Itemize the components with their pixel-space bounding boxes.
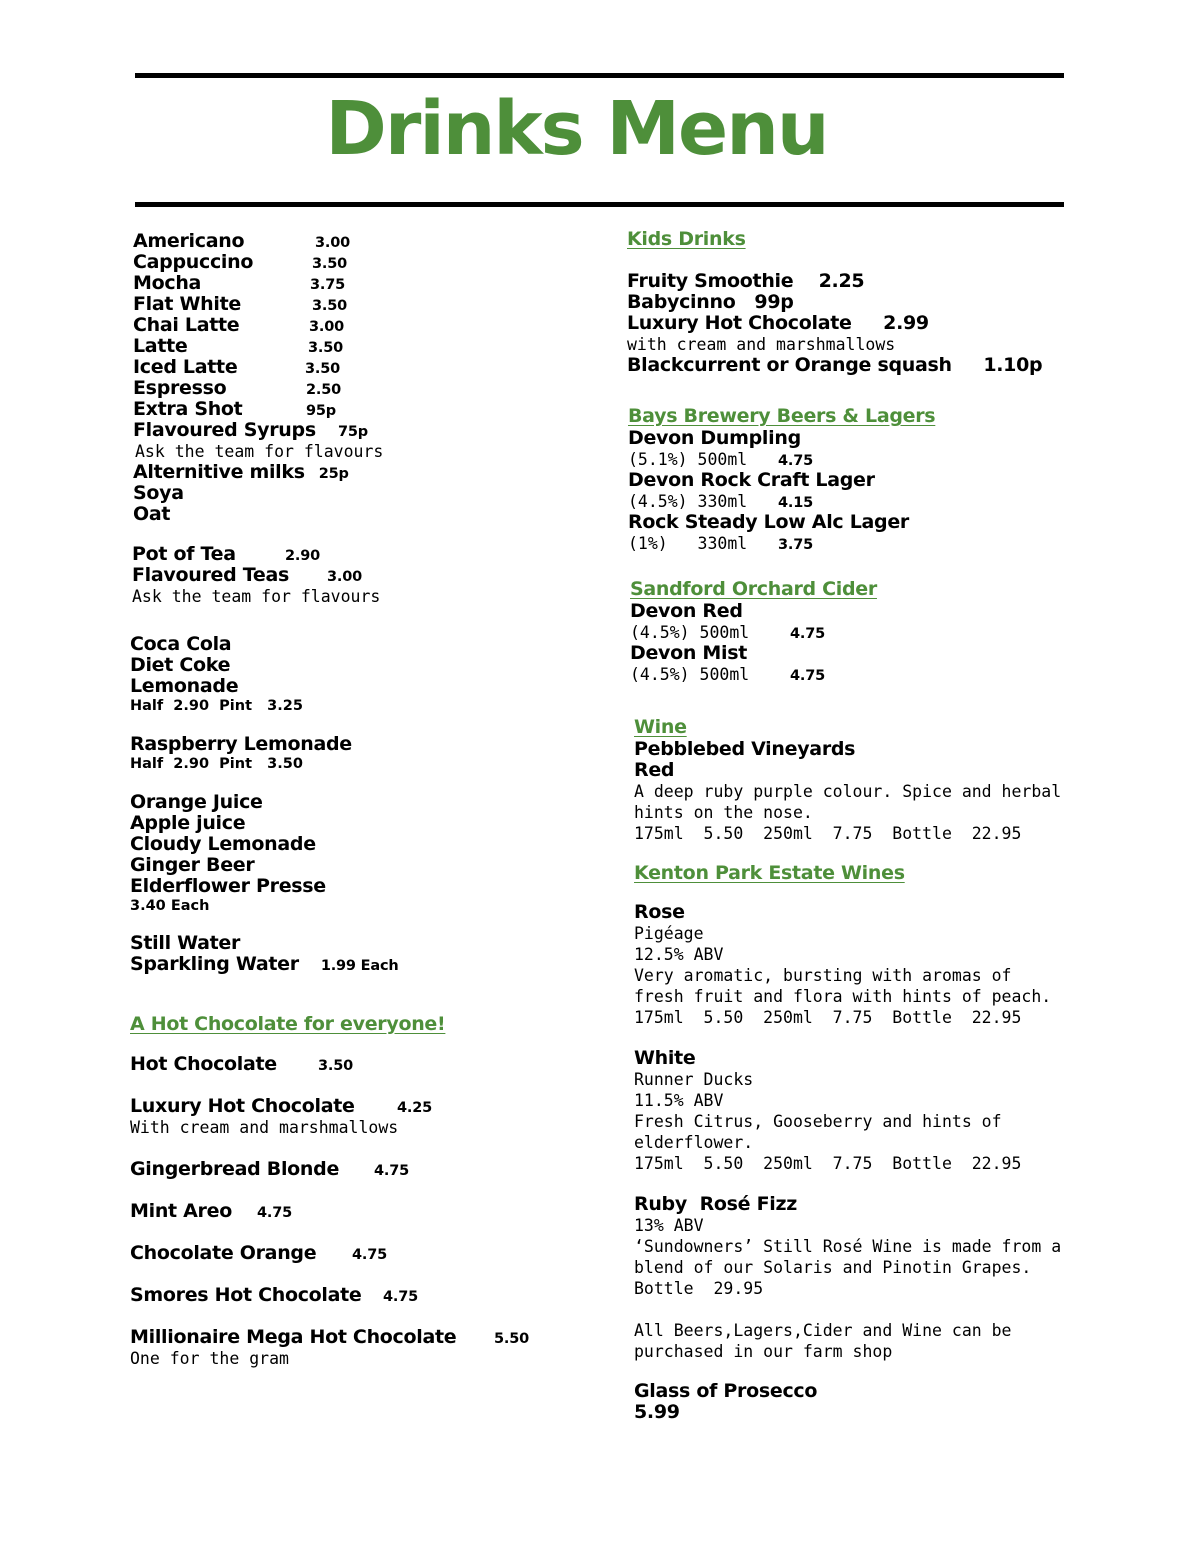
prosecco-name: Glass of Prosecco bbox=[634, 1380, 818, 1402]
menu-item-row bbox=[130, 1243, 570, 1264]
menu-item bbox=[130, 1159, 570, 1180]
item-name: Alternitive milks bbox=[133, 461, 305, 483]
item-name: Americano bbox=[133, 230, 245, 252]
menu-item: Elderflower Presse bbox=[130, 875, 326, 897]
item-name: Espresso bbox=[133, 377, 227, 399]
cider-abv-size: (4.5%) 500ml bbox=[630, 623, 750, 642]
juices-price: 3.40 Each bbox=[130, 898, 210, 914]
menu-item-row bbox=[130, 1201, 570, 1222]
detail-line: Fresh Citrus, Gooseberry and hints of bbox=[634, 1112, 1002, 1131]
item-price: 2.90 bbox=[285, 548, 320, 564]
item-note: with cream and marshmallows bbox=[627, 335, 896, 354]
menu-item: Coca Cola bbox=[130, 633, 232, 655]
menu-item: Still Water bbox=[130, 932, 241, 954]
beer-detail bbox=[628, 491, 1148, 512]
menu-item: Diet Coke bbox=[130, 654, 231, 676]
cider-detail bbox=[630, 622, 1150, 643]
cider-section bbox=[630, 577, 1150, 685]
item-price: 1.99 Each bbox=[320, 958, 399, 974]
menu-item bbox=[133, 294, 573, 315]
item-name: Latte bbox=[133, 335, 188, 357]
item-price: 5.50 bbox=[494, 1331, 529, 1347]
item-price: 4.25 bbox=[397, 1100, 432, 1116]
water-block bbox=[130, 933, 570, 975]
item-note: One for the gram bbox=[130, 1349, 289, 1368]
detail-line: 175ml 5.50 250ml 7.75 Bottle 22.95 bbox=[634, 1154, 1022, 1173]
detail-line: fresh fruit and flora with hints of peach. bbox=[634, 987, 1052, 1006]
item-name: Flat White bbox=[133, 293, 241, 315]
wine-description: A deep ruby purple colour. Spice and herbal bbox=[634, 782, 1062, 801]
menu-item bbox=[130, 1201, 570, 1222]
cider-price: 4.75 bbox=[790, 626, 825, 642]
menu-item-row bbox=[130, 1327, 570, 1348]
juices-block bbox=[130, 792, 570, 915]
detail-line: Bottle 29.95 bbox=[634, 1279, 764, 1298]
item-price: 3.00 bbox=[315, 235, 350, 251]
item-price: 3.50 bbox=[305, 361, 340, 377]
menu-item bbox=[133, 315, 573, 336]
menu-item: Blackcurrent or Orange squash 1.10p bbox=[627, 354, 1043, 376]
item-name: Chai Latte bbox=[133, 314, 240, 336]
wine-name: White bbox=[634, 1047, 696, 1069]
item-name: Extra Shot bbox=[133, 398, 243, 420]
coffee-list bbox=[133, 231, 573, 441]
syrup-note: Ask the team for flavours bbox=[135, 442, 384, 461]
item-price: 75p bbox=[338, 424, 368, 440]
section-heading: Kids Drinks bbox=[627, 228, 746, 250]
page-title: Drinks Menu bbox=[325, 86, 828, 172]
item-price: 25p bbox=[318, 466, 349, 482]
beer-price: 3.75 bbox=[778, 537, 813, 553]
item-name: Sparkling Water bbox=[130, 953, 299, 975]
item-note: With cream and marshmallows bbox=[130, 1118, 399, 1137]
detail-line: All Beers,Lagers,Cider and Wine can be bbox=[634, 1321, 1012, 1340]
menu-item bbox=[130, 1054, 570, 1075]
item-price: 3.50 bbox=[318, 1058, 353, 1074]
wine-name: Ruby Rosé Fizz bbox=[634, 1193, 797, 1215]
top-rule bbox=[135, 73, 1064, 78]
menu-item: Orange Juice bbox=[130, 791, 263, 813]
menu-item bbox=[130, 1285, 570, 1306]
wine-name: Pebblebed Vineyards bbox=[634, 738, 856, 760]
menu-item: Raspberry Lemonade bbox=[130, 733, 352, 755]
menu-item bbox=[130, 1096, 570, 1138]
detail-line: ‘Sundowners’ Still Rosé Wine is made from a bbox=[634, 1237, 1062, 1256]
detail-line: 13% ABV bbox=[634, 1216, 704, 1235]
item-price: 3.00 bbox=[327, 569, 362, 585]
item-name: Flavoured Teas bbox=[132, 564, 290, 586]
soft-drinks-block bbox=[130, 634, 570, 715]
detail-line: Pigéage bbox=[634, 924, 704, 943]
rose-details bbox=[634, 923, 1154, 1028]
item-name: Mocha bbox=[133, 272, 202, 294]
cider-abv-size: (4.5%) 500ml bbox=[630, 665, 750, 684]
menu-item: Cloudy Lemonade bbox=[130, 833, 316, 855]
wine-price: 175ml 5.50 250ml 7.75 Bottle 22.95 bbox=[634, 824, 1022, 843]
item-name: Pot of Tea bbox=[132, 543, 236, 565]
tea-note: Ask the team for flavours bbox=[132, 587, 381, 606]
section-heading: Bays Brewery Beers & Lagers bbox=[628, 405, 936, 427]
item-price: 4.75 bbox=[257, 1205, 292, 1221]
bottom-rule bbox=[135, 202, 1064, 207]
menu-item: Babycinno 99p bbox=[627, 291, 794, 313]
item-name: Millionaire Mega Hot Chocolate bbox=[130, 1326, 457, 1348]
menu-item bbox=[133, 231, 573, 252]
soft-drinks-price: Half 2.90 Pint 3.25 bbox=[130, 698, 303, 714]
beer-name: Rock Steady Low Alc Lager bbox=[628, 511, 909, 533]
item-price: 3.75 bbox=[310, 277, 345, 293]
item-name: Gingerbread Blonde bbox=[130, 1158, 340, 1180]
cider-list bbox=[630, 601, 1150, 685]
prosecco-price: 5.99 bbox=[634, 1401, 680, 1423]
beers-section bbox=[628, 404, 1148, 554]
beer-name: Devon Dumpling bbox=[628, 427, 801, 449]
menu-item: Apple juice bbox=[130, 812, 246, 834]
menu-item-row bbox=[130, 1159, 570, 1180]
item-price: 4.75 bbox=[383, 1289, 418, 1305]
menu-item bbox=[130, 954, 570, 975]
item-price: 2.50 bbox=[306, 382, 341, 398]
item-price: 3.50 bbox=[308, 340, 343, 356]
menu-item bbox=[132, 565, 572, 586]
item-name: Chocolate Orange bbox=[130, 1242, 317, 1264]
item-name: Cappuccino bbox=[133, 251, 254, 273]
section-heading: A Hot Chocolate for everyone! bbox=[130, 1013, 446, 1035]
item-name: Flavoured Syrups bbox=[133, 419, 316, 441]
milk-option: Oat bbox=[133, 503, 171, 525]
wine-section bbox=[634, 715, 1154, 844]
menu-item: Ginger Beer bbox=[130, 854, 255, 876]
cider-price: 4.75 bbox=[790, 668, 825, 684]
wine-description: hints on the nose. bbox=[634, 803, 813, 822]
menu-item bbox=[133, 399, 573, 420]
menu-item bbox=[130, 1327, 570, 1369]
left-column bbox=[133, 231, 573, 525]
menu-item bbox=[133, 273, 573, 294]
menu-item: Luxury Hot Chocolate 2.99 bbox=[627, 312, 929, 334]
beer-abv-size: (4.5%) 330ml bbox=[628, 492, 748, 511]
beer-list bbox=[628, 428, 1148, 554]
menu-item bbox=[133, 336, 573, 357]
menu-item bbox=[133, 252, 573, 273]
item-name: Smores Hot Chocolate bbox=[130, 1284, 362, 1306]
fizz-details bbox=[634, 1215, 1154, 1299]
beer-abv-size: (1%) 330ml bbox=[628, 534, 748, 553]
detail-line: elderflower. bbox=[634, 1133, 754, 1152]
item-price: 4.75 bbox=[374, 1163, 409, 1179]
item-price: 95p bbox=[306, 403, 336, 419]
item-price: 3.50 bbox=[312, 256, 347, 272]
detail-line: 175ml 5.50 250ml 7.75 Bottle 22.95 bbox=[634, 1008, 1022, 1027]
cider-detail bbox=[630, 664, 1150, 685]
beer-price: 4.15 bbox=[778, 495, 813, 511]
menu-item: Fruity Smoothie 2.25 bbox=[627, 270, 865, 292]
kids-section bbox=[627, 227, 1147, 376]
item-name: Mint Areo bbox=[130, 1200, 232, 1222]
hot-chocolate-list bbox=[130, 1054, 570, 1369]
raspberry-block bbox=[130, 734, 570, 773]
menu-item bbox=[133, 378, 573, 399]
menu-item bbox=[130, 1243, 570, 1264]
menu-item: Lemonade bbox=[130, 675, 239, 697]
hot-chocolate-section bbox=[130, 1012, 570, 1390]
detail-line: blend of our Solaris and Pinotin Grapes. bbox=[634, 1258, 1032, 1277]
item-price: 3.00 bbox=[309, 319, 344, 335]
detail-line: Very aromatic, bursting with aromas of bbox=[634, 966, 1012, 985]
item-name: Hot Chocolate bbox=[130, 1053, 277, 1075]
milks-item bbox=[133, 462, 573, 483]
beer-price: 4.75 bbox=[778, 453, 813, 469]
detail-line: Runner Ducks bbox=[634, 1070, 754, 1089]
section-heading: Kenton Park Estate Wines bbox=[634, 862, 905, 884]
menu-item-row bbox=[130, 1285, 570, 1306]
beer-detail bbox=[628, 449, 1148, 470]
beer-name: Devon Rock Craft Lager bbox=[628, 469, 875, 491]
detail-line: 11.5% ABV bbox=[634, 1091, 724, 1110]
menu-item-row bbox=[130, 1096, 570, 1117]
wine-type: Red bbox=[634, 759, 675, 781]
cider-name: Devon Mist bbox=[630, 642, 748, 664]
section-heading: Sandford Orchard Cider bbox=[630, 578, 877, 600]
white-details bbox=[634, 1069, 1154, 1174]
item-price: 4.75 bbox=[352, 1247, 387, 1263]
detail-line: 12.5% ABV bbox=[634, 945, 724, 964]
section-heading: Wine bbox=[634, 716, 687, 738]
farm-shop-note bbox=[634, 1320, 1154, 1362]
item-price: 3.50 bbox=[312, 298, 347, 314]
item-name: Iced Latte bbox=[133, 356, 238, 378]
menu-item bbox=[133, 357, 573, 378]
cider-name: Devon Red bbox=[630, 600, 743, 622]
milk-option: Soya bbox=[133, 482, 184, 504]
menu-item-row bbox=[130, 1054, 570, 1075]
detail-line: purchased in our farm shop bbox=[634, 1342, 893, 1361]
wine-name: Rose bbox=[634, 901, 685, 923]
beer-abv-size: (5.1%) 500ml bbox=[628, 450, 748, 469]
raspberry-price: Half 2.90 Pint 3.50 bbox=[130, 756, 303, 772]
item-name: Luxury Hot Chocolate bbox=[130, 1095, 355, 1117]
beer-detail bbox=[628, 533, 1148, 554]
menu-item bbox=[133, 420, 573, 441]
kenton-section bbox=[634, 861, 1154, 1423]
menu-item bbox=[132, 544, 572, 565]
tea-block bbox=[132, 544, 572, 607]
